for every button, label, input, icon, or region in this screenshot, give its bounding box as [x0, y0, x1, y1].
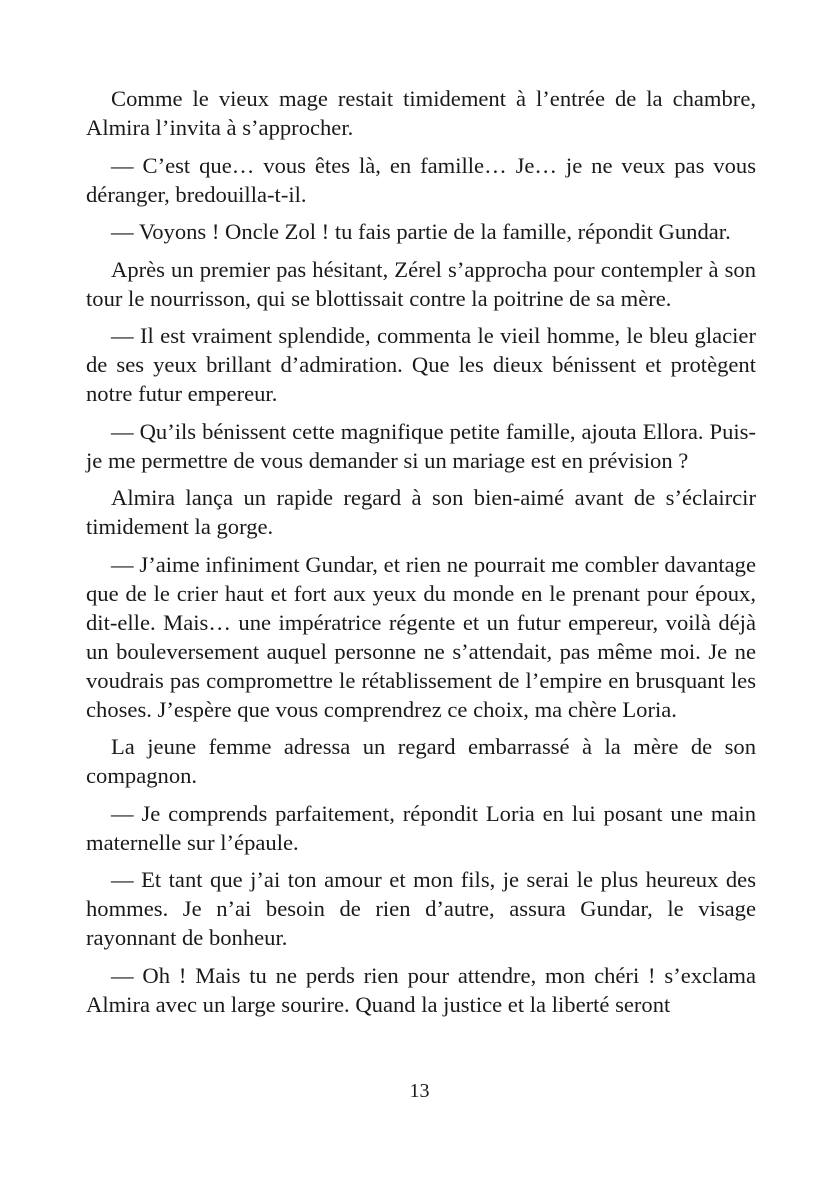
paragraph: — C’est que… vous êtes là, en famille… Je… je ne veux pas vous déranger, bredouilla-t-il.: [86, 152, 756, 207]
paragraph: — Et tant que j’ai ton amour et mon fils, je serai le plus heureux des hommes. Je n’ai besoin de rien d’autre, assura Gundar, le visage rayonnant de bonheur.: [86, 867, 756, 950]
page-number: 13: [409, 1080, 430, 1102]
paragraph: — Oh ! Mais tu ne perds rien pour attendre, mon chéri ! s’exclama Almira avec un large sourire. Quand la justice et la liberté seront: [86, 962, 756, 1017]
paragraph: Après un premier pas hésitant, Zérel s’approcha pour contempler à son tour le nourrisson, qui se blottissait contre la poitrine de sa mère.: [86, 256, 756, 311]
paragraph: — Voyons ! Oncle Zol ! tu fais partie de la famille, répondit Gundar.: [111, 219, 731, 244]
paragraph: — J’aime infiniment Gundar, et rien ne pourrait me combler davantage que de le crier haut et fort aux yeux du monde en le prenant pour époux, dit-elle. Mais… une impératrice régente et un futur empereur, voilà déjà un bouleversement auquel personne ne s’attendait, pas même moi. Je ne voudrais pas compromettre le rétablissement de l’empire en brusquant les choses. J’espère que vous comprendrez ce choix, ma chère Loria.: [86, 551, 756, 722]
paragraph: La jeune femme adressa un regard embarrassé à la mère de son compagnon.: [86, 734, 756, 788]
paragraph: Comme le vieux mage restait timidement à l’entrée de la chambre, Almira l’invita à s’approcher.: [86, 86, 756, 140]
paragraph: — Je comprends parfaitement, répondit Loria en lui posant une main maternelle sur l’épaule.: [86, 800, 756, 855]
paragraph: — Qu’ils bénissent cette magnifique petite famille, ajouta Ellora. Puis-je me permettre de vous demander si un mariage est en prévision ?: [86, 418, 756, 473]
paragraph: — Il est vraiment splendide, commenta le vieil homme, le bleu glacier de ses yeux brillant d’admiration. Que les dieux bénissent et protègent notre futur empereur.: [86, 323, 756, 406]
page-body: [86, 84, 756, 1027]
paragraph: Almira lança un rapide regard à son bien-aimé avant de s’éclaircir timidement la gorge.: [86, 485, 756, 539]
